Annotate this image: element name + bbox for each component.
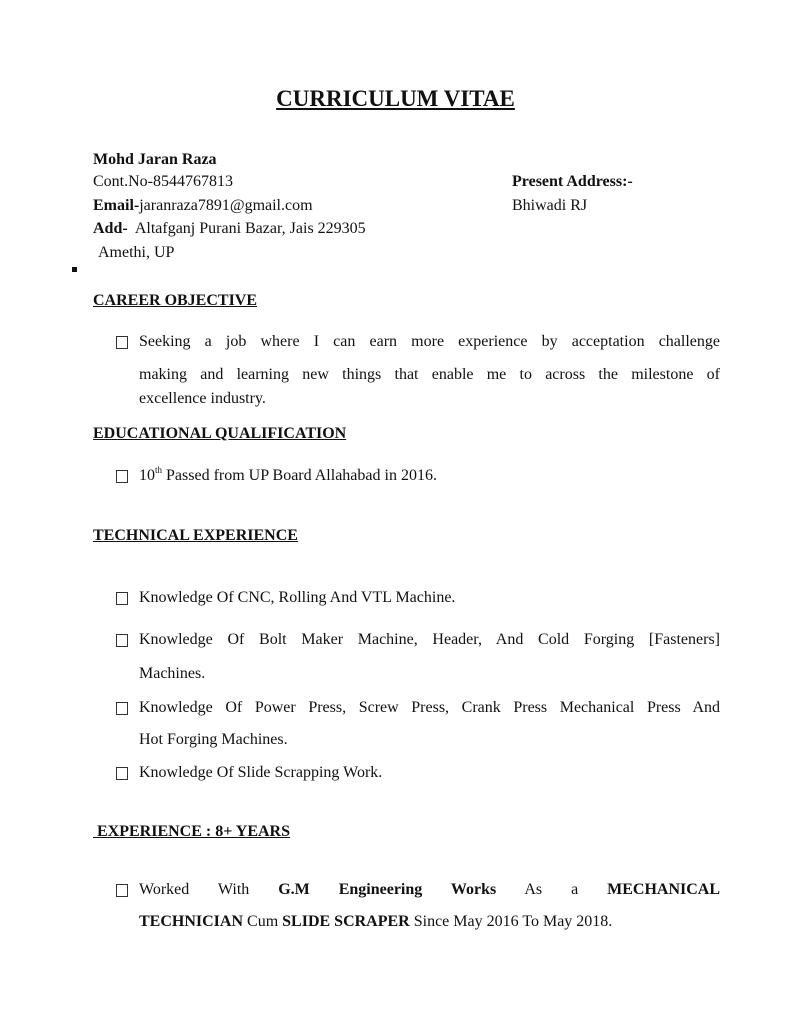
- objective-line-1: Seeking a job where I can earn more experience by acceptation challenge: [139, 333, 720, 350]
- applicant-name: Mohd Jaran Raza: [93, 151, 217, 168]
- technical-item-2-line-1: Knowledge Of Bolt Maker Machine, Header, And Cold Forging [Fasteners]: [139, 631, 720, 648]
- education-detail: Passed from UP Board Allahabad in 2016.: [162, 467, 437, 484]
- bullet-icon: [116, 702, 128, 715]
- technical-item-2-line-2: Machines.: [139, 665, 206, 682]
- objective-line-3: excellence industry.: [139, 390, 266, 407]
- experience-role-2: TECHNICIAN: [139, 913, 244, 930]
- education-grade: 10: [139, 467, 155, 484]
- bullet-icon: [116, 884, 128, 897]
- phone-number: Cont.No-8544767813: [93, 173, 233, 190]
- email-value: jaranraza7891@gmail.com: [139, 197, 313, 214]
- present-address-value: Bhiwadi RJ: [512, 197, 588, 214]
- bullet-icon: [116, 767, 128, 780]
- address-label: Add-: [93, 220, 128, 237]
- page-title: CURRICULUM VITAE: [276, 86, 515, 111]
- education-heading: EDUCATIONAL QUALIFICATION: [93, 425, 347, 442]
- bullet-icon: [116, 470, 128, 483]
- experience-as-a: As a: [496, 881, 608, 898]
- experience-dates: Since May 2016 To May 2018.: [409, 913, 613, 930]
- bullet-icon: [116, 336, 128, 349]
- email-line: [93, 196, 313, 216]
- experience-role-1: MECHANICAL: [607, 881, 721, 898]
- bullet-icon: [116, 592, 128, 605]
- experience-heading: [93, 823, 290, 841]
- experience-heading-text: EXPERIENCE : 8+ YEARS: [97, 823, 290, 840]
- bullet-square-mark: [72, 267, 77, 272]
- technical-heading: TECHNICAL EXPERIENCE: [93, 527, 298, 544]
- technical-item-3-line-1: Knowledge Of Power Press, Screw Press, Crank Press Mechanical Press And: [139, 699, 720, 716]
- experience-cum: Cum: [243, 913, 283, 930]
- career-objective-heading: CAREER OBJECTIVE: [93, 292, 258, 309]
- address-line-1: [93, 219, 366, 239]
- experience-line-1: [139, 881, 720, 899]
- technical-item-3-line-2: Hot Forging Machines.: [139, 731, 288, 748]
- technical-item-1: Knowledge Of CNC, Rolling And VTL Machine.: [139, 589, 456, 606]
- experience-role-3: SLIDE SCRAPER: [282, 913, 410, 930]
- experience-line-2: [139, 913, 612, 931]
- experience-worked-with: Worked With: [139, 881, 279, 898]
- bullet-icon: [116, 634, 128, 647]
- address-value: Altafganj Purani Bazar, Jais 229305: [134, 220, 366, 237]
- education-grade-suffix: th: [155, 465, 163, 475]
- education-item: [139, 467, 437, 485]
- email-label: Email-: [93, 197, 140, 214]
- address-line-2: Amethi, UP: [98, 244, 175, 261]
- experience-company: G.M Engineering Works: [278, 881, 497, 898]
- objective-line-2: making and learning new things that enable me to across the milestone of: [139, 366, 720, 383]
- present-address-label: Present Address:-: [512, 173, 633, 190]
- technical-item-4: Knowledge Of Slide Scrapping Work.: [139, 764, 383, 781]
